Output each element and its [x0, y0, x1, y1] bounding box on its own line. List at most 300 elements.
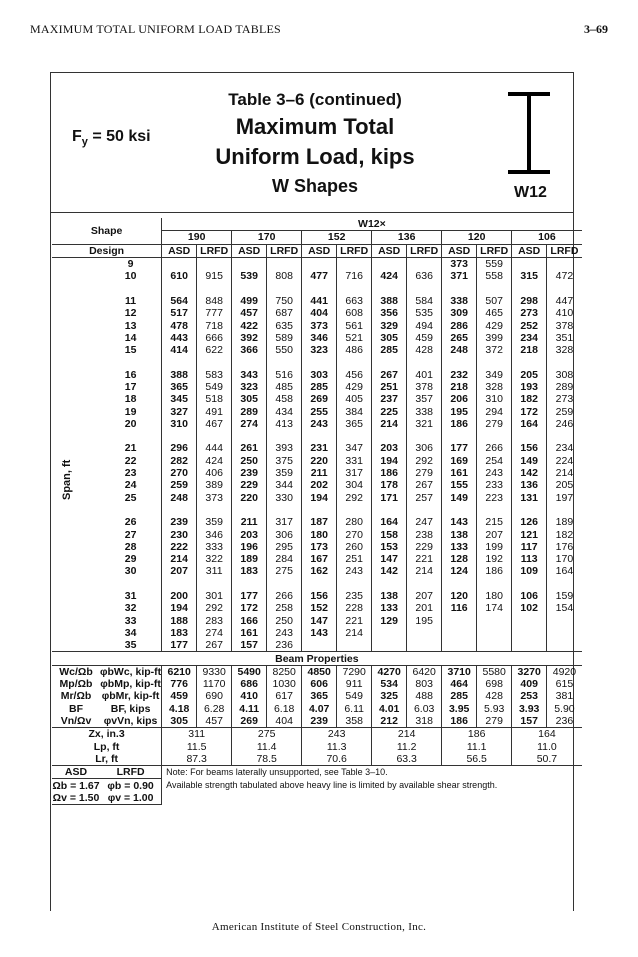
- span-value: 10: [124, 270, 137, 283]
- load-value: 166: [232, 615, 267, 627]
- section-property-value: 87.3: [162, 753, 232, 766]
- load-value: 203: [232, 528, 267, 540]
- span-value: 23: [124, 467, 137, 480]
- spacer-cell: [442, 282, 477, 294]
- span-value: 33: [124, 614, 137, 627]
- load-value: 261: [232, 442, 267, 454]
- load-value: 346: [197, 528, 232, 540]
- load-value: [197, 257, 232, 270]
- spacer-cell: [512, 282, 547, 294]
- span-col: [52, 553, 100, 565]
- spacer-cell: [512, 578, 547, 590]
- legend-row: [52, 779, 582, 792]
- load-value: 375: [267, 455, 302, 467]
- load-value: 636: [407, 270, 442, 282]
- load-value: 214: [162, 553, 197, 565]
- load-value: 444: [197, 442, 232, 454]
- table-row: [52, 615, 582, 627]
- section-property-value: 11.1: [442, 740, 512, 752]
- i-beam-icon: [508, 92, 550, 174]
- load-value: [407, 639, 442, 652]
- load-value: 289: [232, 405, 267, 417]
- section-property-value: 63.3: [372, 753, 442, 766]
- load-value: 234: [512, 332, 547, 344]
- load-value: 250: [267, 615, 302, 627]
- load-value: 138: [372, 590, 407, 602]
- property-value: 1030: [267, 678, 302, 690]
- load-value: 306: [267, 528, 302, 540]
- table-title-line1: Maximum Total: [235, 114, 395, 139]
- span-col: [52, 541, 100, 553]
- load-value: 413: [267, 418, 302, 430]
- load-value: 186: [442, 418, 477, 430]
- load-value: 214: [337, 627, 372, 639]
- load-value: 196: [232, 541, 267, 553]
- load-value: 491: [197, 405, 232, 417]
- asd-property-label: BF: [69, 702, 83, 715]
- property-value: 236: [547, 715, 582, 728]
- span-value: 11: [125, 294, 137, 307]
- spacer-cell: [302, 504, 337, 516]
- load-value: 610: [162, 270, 197, 282]
- span-col: [52, 257, 100, 270]
- load-value: 343: [232, 369, 267, 381]
- load-value: 188: [162, 615, 197, 627]
- load-value: 365: [337, 418, 372, 430]
- spacer-cell: [162, 430, 197, 442]
- property-value: 534: [372, 678, 407, 690]
- legend-lrfd: LRFD: [100, 766, 162, 779]
- lrfd-property-label: φbWc, kip-ft: [100, 665, 162, 678]
- load-value: [337, 257, 372, 270]
- table-row: [52, 307, 582, 319]
- load-value: 687: [267, 307, 302, 319]
- load-value: 156: [302, 590, 337, 602]
- beam-properties-header: [52, 652, 582, 665]
- design-header: Design: [52, 244, 162, 257]
- load-value: 424: [197, 455, 232, 467]
- load-value: 133: [372, 602, 407, 614]
- table-row: [52, 257, 582, 270]
- load-value: 270: [162, 467, 197, 479]
- spacer-cell: [100, 282, 162, 294]
- load-value: 258: [267, 602, 302, 614]
- load-value: 323: [232, 381, 267, 393]
- property-value: 285: [442, 690, 477, 702]
- load-value: [372, 639, 407, 652]
- span-value: 19: [124, 405, 137, 418]
- load-value: 429: [477, 319, 512, 331]
- load-value: [477, 639, 512, 652]
- load-value: 218: [512, 344, 547, 356]
- load-value: 183: [162, 627, 197, 639]
- property-value: 6210: [162, 665, 197, 678]
- load-value: 443: [162, 332, 197, 344]
- spacer-cell: [477, 282, 512, 294]
- table-row: [52, 467, 582, 479]
- load-value: 266: [477, 442, 512, 454]
- section-property-value: 11.2: [372, 740, 442, 752]
- load-value: 282: [162, 455, 197, 467]
- load-value: 214: [372, 418, 407, 430]
- load-value: 750: [267, 295, 302, 307]
- spacer-cell: [232, 356, 267, 368]
- span-col: [52, 479, 100, 491]
- table-row: [52, 492, 582, 504]
- load-value: 239: [162, 516, 197, 528]
- property-value: 8250: [267, 665, 302, 678]
- load-value: 174: [477, 602, 512, 614]
- load-value: 164: [372, 516, 407, 528]
- load-value: 117: [512, 541, 547, 553]
- spacer-cell: [337, 578, 372, 590]
- load-value: 329: [372, 319, 407, 331]
- spacer-cell: [302, 578, 337, 590]
- load-value: 225: [372, 405, 407, 417]
- span-col: [52, 393, 100, 405]
- load-value: 149: [442, 492, 477, 504]
- load-value: 371: [442, 270, 477, 282]
- section-property-value: 11.0: [512, 740, 582, 752]
- property-value: 9330: [197, 665, 232, 678]
- load-value: 220: [302, 455, 337, 467]
- load-value: [547, 639, 582, 652]
- load-value: 388: [162, 369, 197, 381]
- spacer-cell: [547, 578, 582, 590]
- spacer-cell: [52, 282, 100, 294]
- load-value: 373: [442, 257, 477, 270]
- divider: [50, 212, 574, 213]
- load-value: 346: [302, 332, 337, 344]
- load-value: 161: [442, 467, 477, 479]
- span-value: 29: [124, 553, 137, 566]
- load-value: 456: [337, 369, 372, 381]
- weight-header-120: 120: [442, 231, 512, 244]
- span-col: [52, 418, 100, 430]
- load-value: 357: [407, 393, 442, 405]
- property-value: 6.03: [407, 703, 442, 715]
- load-value: 366: [232, 344, 267, 356]
- property-value: 409: [512, 678, 547, 690]
- load-value: 518: [197, 393, 232, 405]
- load-value: 328: [547, 344, 582, 356]
- spacer-cell: [100, 356, 162, 368]
- load-value: 372: [477, 344, 512, 356]
- property-value: 488: [407, 690, 442, 702]
- load-value: 550: [267, 344, 302, 356]
- load-value: 347: [337, 442, 372, 454]
- footer: American Institute of Steel Construction, Inc.: [211, 921, 427, 933]
- load-value: 608: [337, 307, 372, 319]
- weight-header-136: 136: [372, 231, 442, 244]
- spacer-cell: [232, 430, 267, 442]
- span-col: [52, 615, 100, 627]
- load-value: 351: [547, 332, 582, 344]
- table-row: [52, 344, 582, 356]
- load-value: 251: [372, 381, 407, 393]
- load-value: [162, 257, 197, 270]
- spacer-cell: [477, 504, 512, 516]
- spacer-cell: [407, 578, 442, 590]
- property-value: 5490: [232, 665, 267, 678]
- load-value: 388: [372, 295, 407, 307]
- load-value: 251: [337, 553, 372, 565]
- load-value: 477: [302, 270, 337, 282]
- table-row: [52, 332, 582, 344]
- section-property-value: 78.5: [232, 753, 302, 766]
- property-value: 410: [232, 690, 267, 702]
- section-property-value: 164: [512, 728, 582, 741]
- load-value: 205: [512, 369, 547, 381]
- load-value: 154: [547, 602, 582, 614]
- section-property-value: 56.5: [442, 753, 512, 766]
- load-value: 486: [337, 344, 372, 356]
- span-col: [52, 516, 100, 528]
- load-value: 399: [477, 332, 512, 344]
- load-value: 178: [372, 479, 407, 491]
- span-value: 35: [124, 639, 137, 652]
- asd-header: ASD: [512, 244, 547, 257]
- load-value: [512, 257, 547, 270]
- span-value: 34: [124, 626, 137, 639]
- load-value: 202: [302, 479, 337, 491]
- load-value: 234: [547, 442, 582, 454]
- spacer-cell: [52, 430, 100, 442]
- section-property-value: 214: [372, 728, 442, 741]
- load-value: [407, 627, 442, 639]
- lrfd-property-label: φbMr, kip-ft: [101, 690, 160, 703]
- section-property-row: [52, 740, 582, 752]
- span-value: 26: [124, 516, 137, 529]
- table-row: [52, 319, 582, 331]
- table-row: [52, 393, 582, 405]
- load-value: 467: [197, 418, 232, 430]
- load-value: 295: [267, 541, 302, 553]
- load-value: 327: [162, 405, 197, 417]
- asd-header: ASD: [232, 244, 267, 257]
- load-value: 218: [442, 381, 477, 393]
- load-value: 441: [302, 295, 337, 307]
- load-value: 120: [442, 590, 477, 602]
- load-value: 194: [372, 455, 407, 467]
- load-value: 233: [477, 479, 512, 491]
- load-value: 207: [407, 590, 442, 602]
- load-value: 205: [547, 479, 582, 491]
- span-col: [52, 565, 100, 577]
- spacer-cell: [442, 578, 477, 590]
- property-value: 279: [477, 715, 512, 728]
- span-value: 13: [124, 319, 137, 332]
- property-value: 6.11: [337, 703, 372, 715]
- span-value: 21: [124, 442, 137, 455]
- omega-b: Ωb = 1.67: [52, 779, 100, 792]
- property-value: 606: [302, 678, 337, 690]
- table-row: [52, 455, 582, 467]
- span-value: 20: [124, 417, 137, 430]
- load-value: 176: [547, 541, 582, 553]
- omega-v: Ωv = 1.50: [52, 791, 100, 804]
- load-value: [442, 627, 477, 639]
- beam-property-row: [52, 665, 582, 678]
- property-value: 3.93: [512, 703, 547, 715]
- table-title-block: [150, 90, 480, 197]
- load-value: 424: [372, 270, 407, 282]
- load-value: 666: [197, 332, 232, 344]
- spacer-cell: [547, 282, 582, 294]
- load-value: 305: [372, 332, 407, 344]
- load-value: 317: [267, 516, 302, 528]
- lrfd-header: LRFD: [337, 244, 372, 257]
- table-row: [52, 590, 582, 602]
- spacer-cell: [162, 578, 197, 590]
- spacer-cell: [162, 356, 197, 368]
- spacer-cell: [100, 430, 162, 442]
- load-value: 308: [547, 369, 582, 381]
- spacer-cell: [547, 430, 582, 442]
- spacer-cell: [267, 430, 302, 442]
- lrfd-property-label: φvVn, kips: [103, 715, 158, 728]
- load-value: 195: [407, 615, 442, 627]
- load-value: 155: [442, 479, 477, 491]
- load-value: 275: [267, 565, 302, 577]
- load-value: 265: [442, 332, 477, 344]
- spacer-cell: [302, 356, 337, 368]
- load-value: 410: [547, 307, 582, 319]
- property-value: 318: [407, 715, 442, 728]
- load-value: 294: [477, 405, 512, 417]
- load-value: 292: [197, 602, 232, 614]
- load-value: 401: [407, 369, 442, 381]
- spacer-cell: [372, 356, 407, 368]
- spacer-row: [52, 282, 582, 294]
- load-value: 259: [162, 479, 197, 491]
- property-value: 5580: [477, 665, 512, 678]
- load-value: 296: [162, 442, 197, 454]
- load-value: 221: [407, 553, 442, 565]
- section-property-value: 50.7: [512, 753, 582, 766]
- load-value: 267: [372, 369, 407, 381]
- load-value: 187: [302, 516, 337, 528]
- load-value: [372, 257, 407, 270]
- load-value: 777: [197, 307, 232, 319]
- span-col: [52, 307, 100, 319]
- legend-row: [52, 792, 582, 805]
- spacer-cell: [52, 504, 100, 516]
- load-value: [407, 257, 442, 270]
- load-value: 243: [267, 627, 302, 639]
- load-value: 156: [512, 442, 547, 454]
- load-value: 345: [162, 393, 197, 405]
- section-property-label: Lr, ft: [95, 752, 118, 765]
- section-property-row: [52, 728, 582, 741]
- load-value: 235: [337, 590, 372, 602]
- property-value: 6.28: [197, 703, 232, 715]
- asd-header: ASD: [302, 244, 337, 257]
- property-value: 3270: [512, 665, 547, 678]
- shape-header: Shape: [90, 224, 123, 237]
- lrfd-header: LRFD: [267, 244, 302, 257]
- span-value: 27: [124, 528, 137, 541]
- load-value: 159: [547, 590, 582, 602]
- spacer-cell: [477, 578, 512, 590]
- load-value: 170: [547, 553, 582, 565]
- running-head-title: MAXIMUM TOTAL UNIFORM LOAD TABLES: [30, 22, 281, 36]
- load-value: 635: [267, 319, 302, 331]
- spacer-cell: [442, 430, 477, 442]
- load-value: 279: [477, 418, 512, 430]
- load-value: 147: [302, 615, 337, 627]
- table-row: [52, 405, 582, 417]
- property-value: 4850: [302, 665, 337, 678]
- spacer-row: [52, 430, 582, 442]
- span-col: [52, 492, 100, 504]
- load-value: 243: [302, 418, 337, 430]
- property-value: 157: [512, 715, 547, 728]
- table-row: [52, 565, 582, 577]
- load-value: 378: [407, 381, 442, 393]
- load-value: 292: [407, 455, 442, 467]
- property-value: 3710: [442, 665, 477, 678]
- section-property-value: 311: [162, 728, 232, 741]
- property-value: 690: [197, 690, 232, 702]
- table-subtitle: W Shapes: [271, 176, 359, 196]
- beam-property-row: [52, 678, 582, 690]
- load-value: 211: [302, 467, 337, 479]
- load-value: 521: [337, 332, 372, 344]
- load-value: 808: [267, 270, 302, 282]
- property-value: 617: [267, 690, 302, 702]
- load-value: 252: [512, 319, 547, 331]
- design-row: [52, 244, 582, 257]
- span-col: [52, 442, 100, 454]
- table-row: [52, 516, 582, 528]
- property-value: 4270: [372, 665, 407, 678]
- load-value: 286: [442, 319, 477, 331]
- span-value: 15: [124, 344, 137, 357]
- load-value: 248: [162, 492, 197, 504]
- asd-header: ASD: [372, 244, 407, 257]
- load-value: 260: [337, 541, 372, 553]
- load-value: 106: [512, 590, 547, 602]
- spacer-cell: [197, 578, 232, 590]
- load-value: 310: [162, 418, 197, 430]
- table-row: [52, 442, 582, 454]
- load-value: 393: [267, 442, 302, 454]
- load-value: 149: [512, 455, 547, 467]
- span-col: [52, 528, 100, 540]
- lrfd-property-label: BF, kips: [110, 702, 151, 715]
- load-value: 192: [477, 553, 512, 565]
- load-value: 229: [232, 479, 267, 491]
- load-value: 516: [267, 369, 302, 381]
- load-value: 848: [197, 295, 232, 307]
- load-value: 718: [197, 319, 232, 331]
- load-value: 266: [267, 590, 302, 602]
- span-value: 22: [124, 454, 137, 467]
- spacer-cell: [442, 356, 477, 368]
- asd-header: ASD: [162, 244, 197, 257]
- property-value: 325: [372, 690, 407, 702]
- load-value: 561: [337, 319, 372, 331]
- load-value: 250: [232, 455, 267, 467]
- asd-property-label: Vn/Ωv: [60, 715, 92, 728]
- load-value: 207: [477, 528, 512, 540]
- header-row: [52, 218, 582, 231]
- load-value: 378: [547, 319, 582, 331]
- load-value: 223: [477, 492, 512, 504]
- span-value: 24: [124, 479, 137, 492]
- load-value: 257: [407, 492, 442, 504]
